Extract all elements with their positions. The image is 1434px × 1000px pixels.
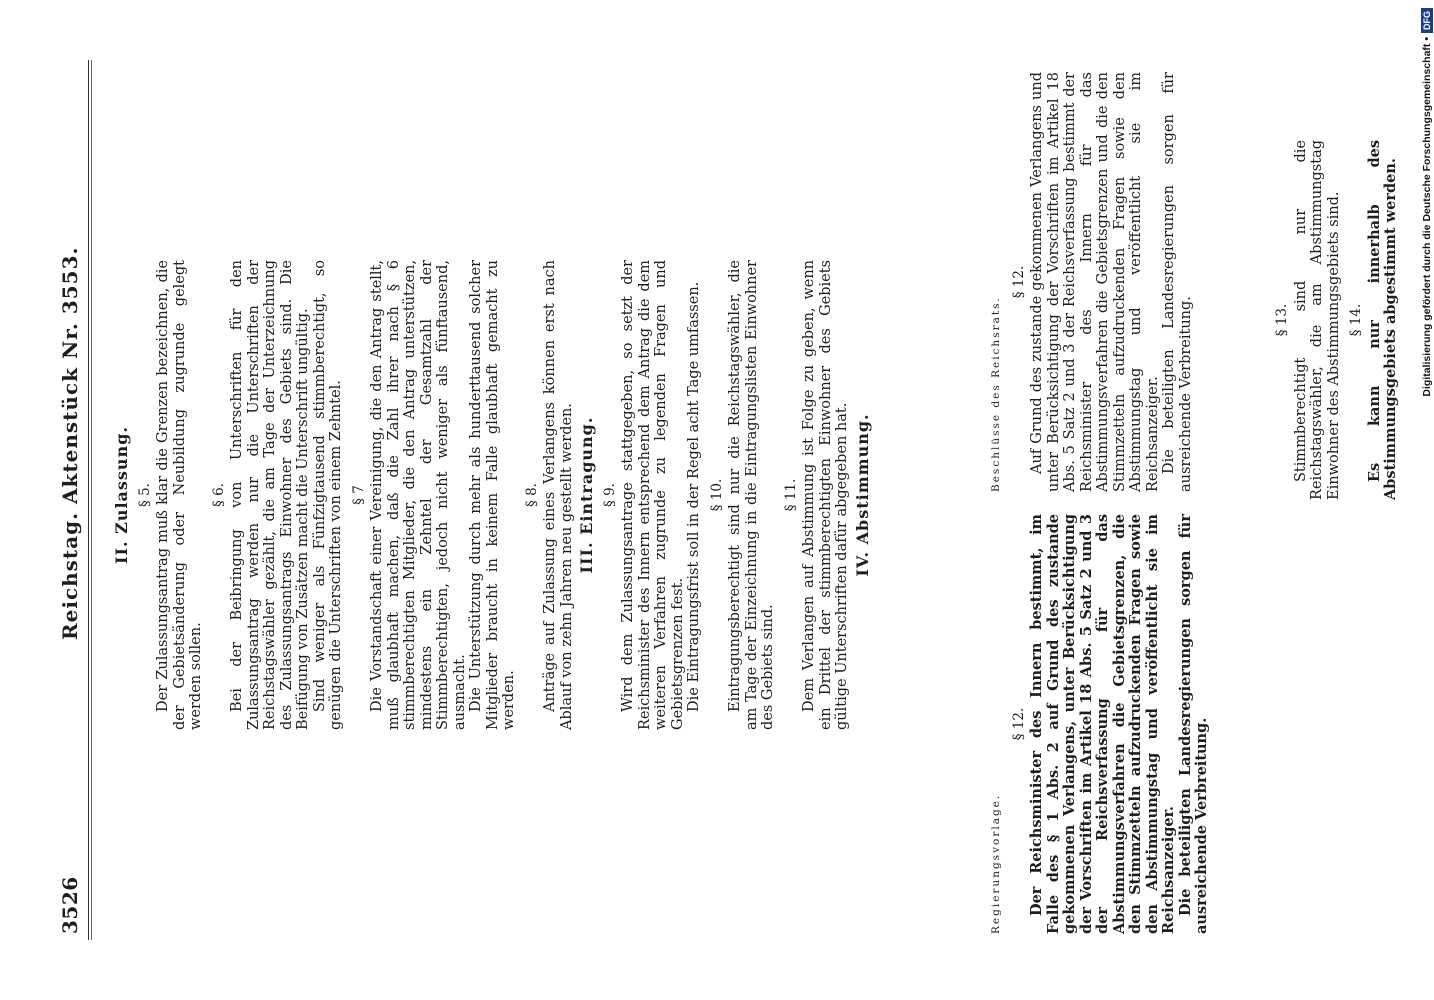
page-number: 3526 (58, 876, 82, 934)
column-reichsrat (988, 72, 1194, 492)
right-para-12-text-1: Auf Grund des zustande gekommenen Verlangens und unter Berücksichtigung der Vorschriften im Artikel 18 Abs. 5 Satz 2 und 3 der Reichsverfassung bestimmt der Reichsminister des Innern für das Abstimmungsverfahren die Gebietsgrenzen und die den Stimmzetteln aufzudruckenden Fragen sowie den Abstimmungstag und veröffentlicht sie im Reichsanzeiger. (1029, 72, 1161, 492)
para-8-text: Anträge auf Zulassung eines Verlangens können erst nach Ablauf von zehn Jahren neu gestellt werden. (542, 260, 575, 730)
left-para-12-text-2: Die beteiligten Landesregierungen sorgen für ausreichende Verbreitung. (1176, 514, 1210, 934)
para-5-text: Der Zulassungsantrag muß klar die Grenzen bezeichnen, die der Gebietsänderung oder Neubildung zugrunde gelegt werden sollen. (155, 260, 204, 730)
para-14-number: § 14. (1348, 303, 1364, 337)
para-13-number: § 13. (1274, 303, 1290, 337)
right-para-12-text-2: Die beteiligten Landesregierungen sorgen für ausreichende Verbreitung. (1161, 72, 1194, 492)
para-9-number: § 9. (601, 483, 618, 507)
para-11-number: § 11. (782, 478, 799, 512)
para-6-text-2: Sind weniger als Fünfzigtausend stimmberechtigt, so genügen die Unterschriften von einem Zehntel. (311, 260, 344, 730)
column-sections-2-3 (110, 260, 875, 730)
para-14-text: Es kann nur innerhalb des Abstimmungsgebiets abgestimmt werden. (1365, 140, 1399, 500)
para-7-text-1: Die Vorstandschaft einer Vereinigung, die den Antrag stellt, muß glaubhaft machen, daß die Zahl ihrer nach § 6 stimmberechtigten Mitglieder, die den Antrag unterstützen, mindestens ein Zehntel der Gesamtzahl der Stimmberechtigten, jedoch nicht weniger als fünftausend, ausmacht. (369, 260, 468, 730)
para-8-number: § 8. (523, 483, 540, 507)
heading-abstimmung: IV. Abstimmung. (852, 413, 872, 577)
para-10-number: § 10. (708, 478, 725, 512)
label-regierungsvorlage: Regierungsvorlage. (990, 793, 1002, 934)
para-5-number: § 5. (136, 483, 153, 507)
page-title: Reichstag. Aktenstück Nr. 3553. (58, 246, 82, 640)
para-13-text: Stimmberechtigt sind nur die Reichstagswähler, die am Abstimmungstag Einwohner des Abstimmungsgebiets sind. (1292, 140, 1342, 500)
rotated-page (58, 60, 1399, 940)
label-reichsrat: Beschlüsse des Reichsrats. (990, 296, 1002, 492)
para-6-text-1: Bei der Beibringung von Unterschriften für den Zulassungsantrag werden nur die Unterschriften der Reichstagswähler gezählt, die am Tage der Unterzeichnung des Zulassungsantrags Einwohner des Gebiets sind. Die Beifügung von Zusätzen macht die Unterschrift ungültig. (229, 260, 311, 730)
heading-eintragung: III. Eintragung. (577, 416, 596, 574)
column-regierungsvorlage (988, 514, 1211, 934)
para-10-text: Eintragungsberechtigt sind nur die Reichstagswähler, die am Tage der Einzeichnung in die Eintragungslisten Einwohner des Gebiets sind. (727, 260, 776, 730)
left-para-12-text-1: Der Reichsminister des Innern bestimmt, im Falle des § 1 Abs. 2 auf Grund des zustande gekommenen Verlangens, unter Berücksichtigung der Vorschriften im Artikel 18 Abs. 5 Satz 2 und 3 der Reichsverfassung für das Abstimmungsverfahren die Gebietsgrenzen, die den Stimmzetteln aufzudruckenden Fragen sowie den Abstimmungstag und veröffentlicht sie im Reichsanzeiger. (1028, 514, 1177, 934)
heading-zulassung: II. Zulassung. (112, 426, 131, 564)
column-shared-13-14 (1268, 140, 1400, 500)
para-7-number: § 7 (350, 485, 367, 505)
para-6-number: § 6. (210, 483, 227, 507)
para-7-text-2: Die Unterstützung durch mehr als hunderttausend solcher Mitglieder braucht in keinem Falle glaubhaft gemacht zu werden. (468, 260, 517, 730)
para-11-text: Dem Verlangen auf Abstimmung ist Folge zu geben, wenn ein Drittel der stimmberechtigten Einwohner des Gebiets gültige Unterschriften dafür abgegeben hat. (801, 260, 850, 730)
para-9-text-2: Die Eintragungsfrist soll in der Regel acht Tage umfassen. (686, 281, 702, 712)
dfg-logo: DFG (1421, 8, 1433, 33)
right-para-12-number: § 12. (1010, 265, 1027, 299)
header-rule-thin (91, 60, 92, 940)
header-rule (88, 60, 89, 940)
para-9-text-1: Wird dem Zulassungsantrage stattgegeben, so setzt der Reichsminister des Innern entsprechend dem Antrag die dem weiteren Verfahren zugrunde zu legenden Fragen und Gebietsgrenzen fest. (620, 260, 686, 730)
dfg-watermark (1416, 8, 1434, 508)
watermark-text: Digitalisierung gefördert durch die Deutsche Forschungsgemeinschaft • (1421, 37, 1433, 397)
left-para-12-number: § 12. (1010, 707, 1027, 741)
